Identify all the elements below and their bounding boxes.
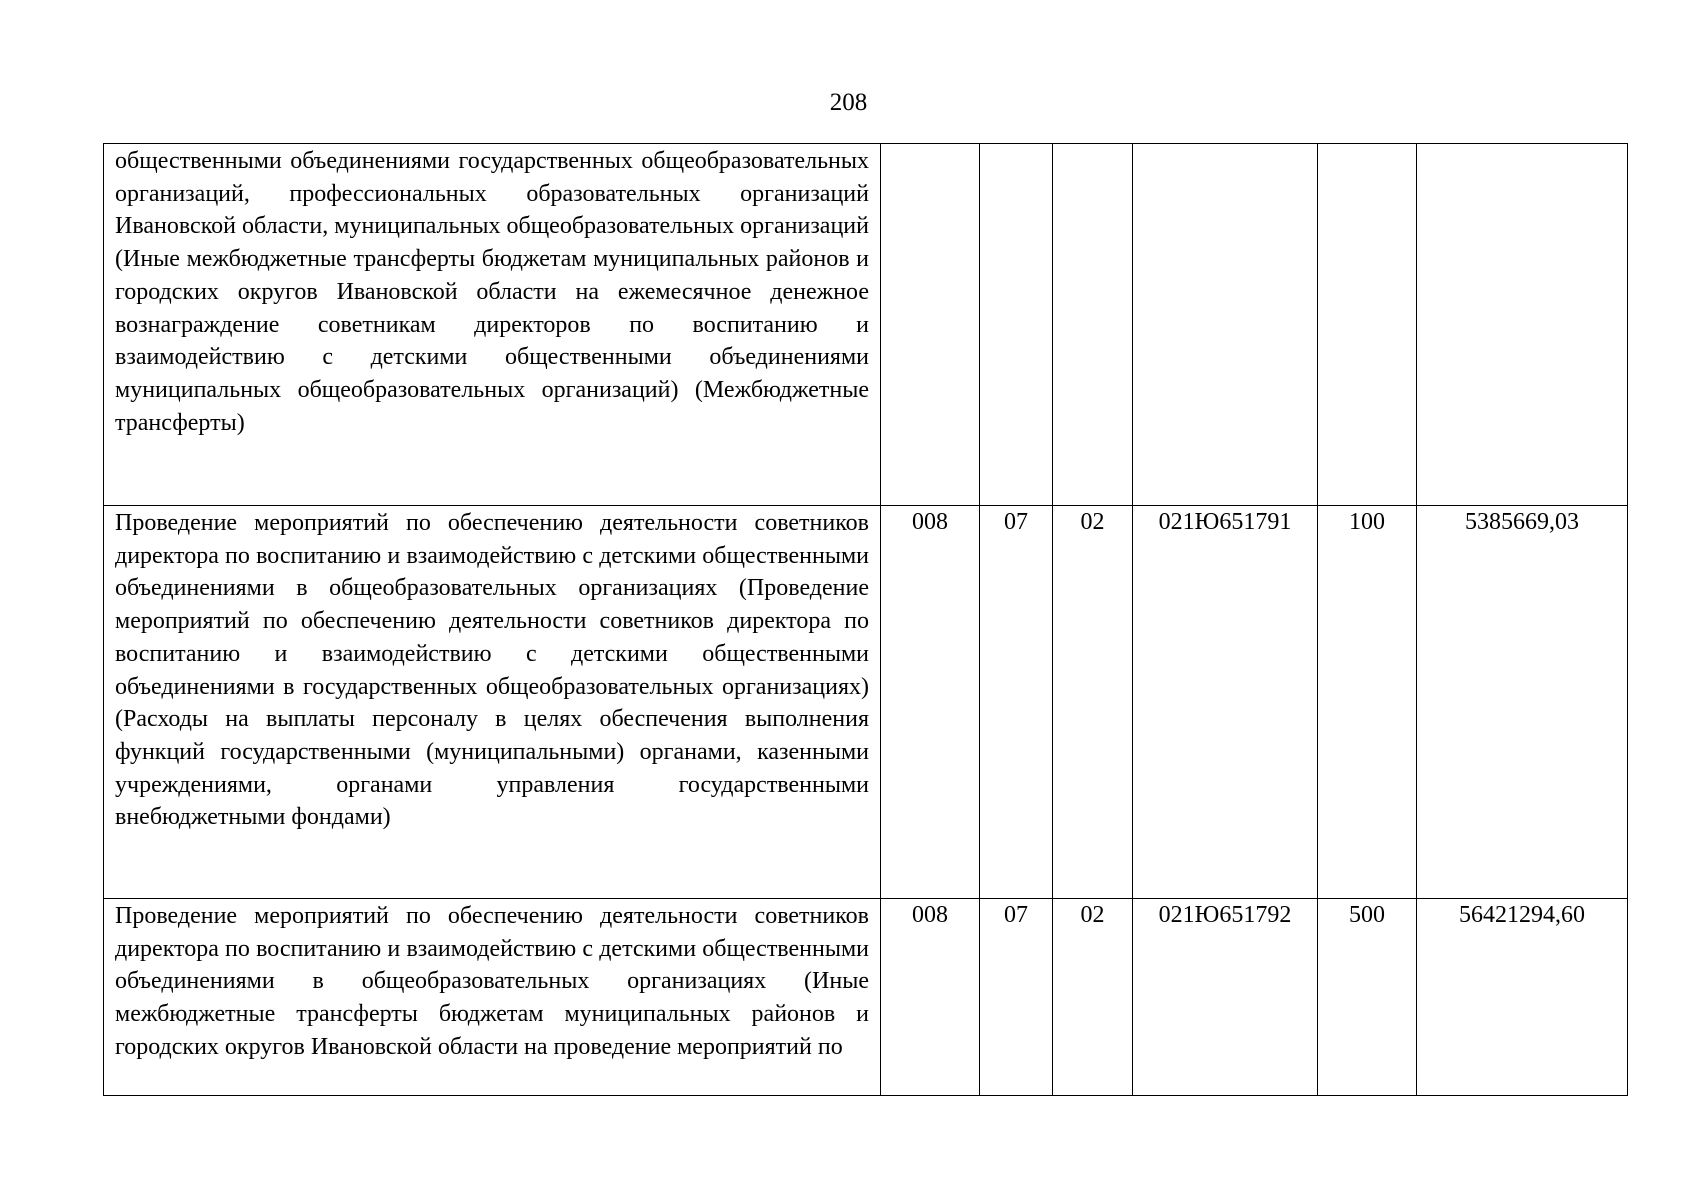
target-article-cell <box>1133 144 1318 506</box>
expense-type-cell: 100 <box>1318 506 1417 899</box>
expense-type-cell <box>1318 144 1417 506</box>
amount-cell: 5385669,03 <box>1417 506 1628 899</box>
target-article-cell: 021Ю651792 <box>1133 899 1318 1096</box>
row-description-text: общественными объединениями государственных общеобразовательных организаций, профессиональных образовательных организаций Ивановской области, муниципальных общеобразовательных организаций (Иные межбюджетные трансферты бюджетам муниципальных районов и городских округов Ивановской области на ежемесячное денежное вознаграждение советникам директоров по воспитанию и взаимодействию с детскими общественными объединениями муниципальных общеобразовательных организаций) (Межбюджетные трансферты) <box>115 148 869 436</box>
row-description <box>104 144 881 506</box>
table-row <box>104 506 1628 899</box>
table-row <box>104 899 1628 1096</box>
section-code-cell: 07 <box>980 506 1053 899</box>
row-description <box>104 899 881 1096</box>
ministry-code-cell: 008 <box>881 506 980 899</box>
amount-cell <box>1417 144 1628 506</box>
section-code-cell: 07 <box>980 899 1053 1096</box>
ministry-code-cell <box>881 144 980 506</box>
subsection-code-cell <box>1053 144 1133 506</box>
row-description <box>104 506 881 899</box>
ministry-code-cell: 008 <box>881 899 980 1096</box>
budget-table <box>103 143 1628 1096</box>
table-row <box>104 144 1628 506</box>
page-number: 208 <box>829 89 868 116</box>
row-description-text: Проведение мероприятий по обеспечению деятельности советников директора по воспитанию и взаимодействию с детскими общественными объединениями в общеобразовательных организациях (Проведение мероприятий по обеспечению деятельности советников директора по воспитанию и взаимодействию с детскими общественными объединениями в государственных общеобразовательных организациях) (Расходы на выплаты персоналу в целях обеспечения выполнения функций государственными (муниципальными) органами, казенными учреждениями, органами управления государственными внебюджетными фондами) <box>115 510 869 831</box>
subsection-code-cell: 02 <box>1053 899 1133 1096</box>
target-article-cell: 021Ю651791 <box>1133 506 1318 899</box>
row-description-text: Проведение мероприятий по обеспечению деятельности советников директора по воспитанию и взаимодействию с детскими общественными объединениями в общеобразовательных организациях (Иные межбюджетные трансферты бюджетам муниципальных районов и городских округов Ивановской области на проведение мероприятий по <box>115 903 869 1060</box>
expense-type-cell: 500 <box>1318 899 1417 1096</box>
amount-cell: 56421294,60 <box>1417 899 1628 1096</box>
subsection-code-cell: 02 <box>1053 506 1133 899</box>
section-code-cell <box>980 144 1053 506</box>
